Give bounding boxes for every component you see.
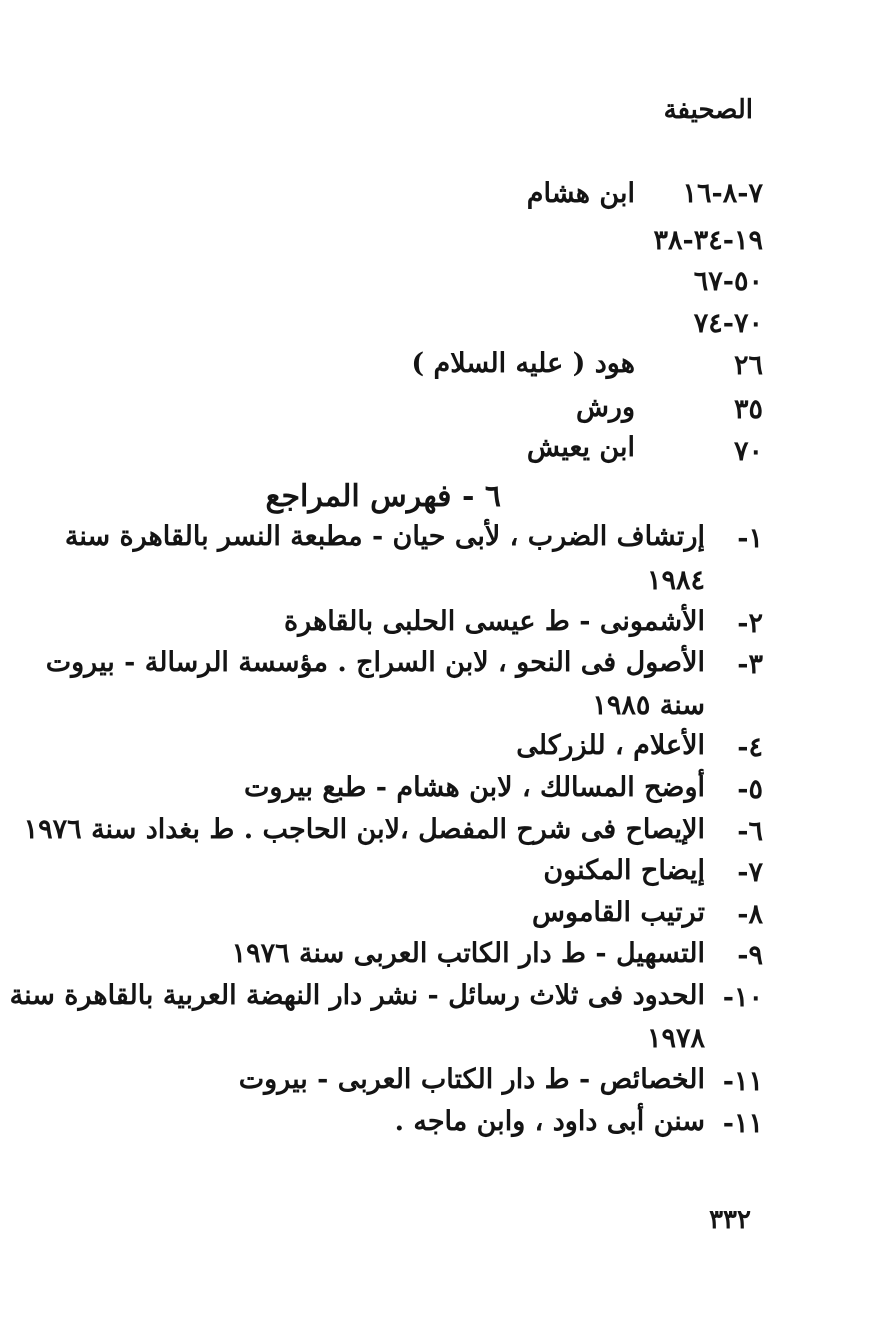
reference-text: الأشمونى - ط عيسى الحلبى بالقاهرة [283, 606, 705, 637]
reference-text: التسهيل - ط دار الكاتب العربى سنة ١٩٧٦ [231, 938, 705, 969]
index-pages: ٧٠-٧٤ [693, 308, 763, 339]
reference-text: سنن أبى داود ، وابن ماجه . [394, 1106, 705, 1137]
reference-text: الأصول فى النحو ، لابن السراج . مؤسسة الرسالة - بيروت [45, 647, 705, 678]
reference-text: الخصائص - ط دار الكتاب العربى - بيروت [238, 1064, 705, 1095]
index-pages: ٣٥ [733, 394, 763, 425]
reference-number: ٨- [737, 899, 763, 930]
reference-text: إيضاح المكنون [543, 855, 705, 886]
section-title: ٦ - فهرس المراجع [265, 479, 501, 514]
reference-number: ٣- [737, 649, 763, 680]
reference-text-continued: سنة ١٩٨٥ [592, 690, 705, 721]
reference-text: الحدود فى ثلاث رسائل - نشر دار النهضة العربية بالقاهرة سنة [9, 980, 705, 1011]
index-name: ابن هشام [526, 178, 635, 209]
reference-number: ١١- [722, 1066, 763, 1097]
index-name: ابن يعيش [526, 432, 635, 463]
reference-number: ٤- [737, 732, 763, 763]
index-pages: ٧-٨-١٦ [682, 178, 763, 209]
reference-number: ١١- [722, 1108, 763, 1139]
page-number: ٣٣٢ [709, 1205, 751, 1235]
reference-number: ٧- [737, 857, 763, 888]
index-name: ورش [575, 392, 635, 423]
reference-text: الإيصاح فى شرح المفصل ،لابن الحاجب . ط بغداد سنة ١٩٧٦ [23, 814, 705, 845]
reference-number: ١- [737, 523, 763, 554]
reference-text-continued: ١٩٧٨ [646, 1023, 705, 1054]
index-pages: ٥٠-٦٧ [693, 266, 763, 297]
reference-number: ٦- [737, 816, 763, 847]
index-pages: ٢٦ [733, 350, 763, 381]
reference-number: ٥- [737, 774, 763, 805]
index-pages: ٧٠ [733, 436, 763, 467]
reference-text: ترتيب القاموس [532, 897, 705, 928]
reference-text: إرتشاف الضرب ، لأبى حيان - مطبعة النسر بالقاهرة سنة [64, 521, 705, 552]
column-header: الصحيفة [663, 95, 753, 125]
index-name: هود ( عليه السلام ) [411, 348, 635, 379]
reference-text-continued: ١٩٨٤ [646, 565, 705, 596]
reference-text: أوضح المسالك ، لابن هشام - طبع بيروت [243, 772, 705, 803]
reference-text: الأعلام ، للزركلى [516, 730, 705, 761]
reference-number: ١٠- [722, 982, 763, 1013]
reference-number: ٩- [737, 940, 763, 971]
index-pages: ١٩-٣٤-٣٨ [653, 225, 763, 256]
reference-number: ٢- [737, 608, 763, 639]
